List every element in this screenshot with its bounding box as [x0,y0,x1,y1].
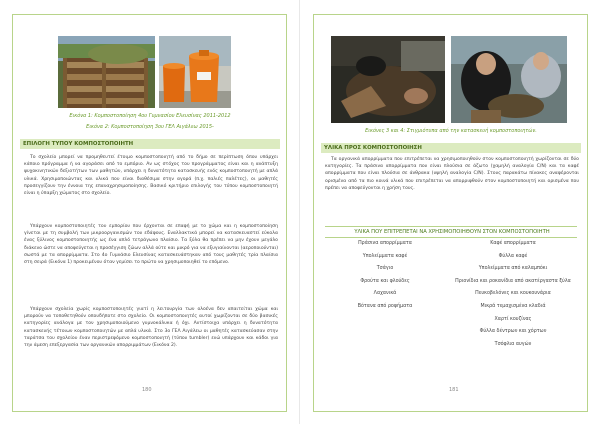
table-cell-green-0: Πράσινα απορρίμματα [358,241,412,246]
table-cell-brown-0: Καφέ απορρίμματα [490,241,536,246]
section-heading-compost-type: ΕΠΙΛΟΓΗ ΤΥΠΟΥ ΚΟΜΠΟΣΤΟΠΟΙΗΤΗ [20,139,280,149]
table-title: ΥΛΙΚΑ ΠΟΥ ΕΠΙΤΡΕΠΕΤΑΙ ΝΑ ΧΡΗΣΙΜΟΠΟΙΗΘΟΥΝ ΣΤΟΝ ΚΟΜΠΟΣΤΟΠΟΙΗΤΗ [354,229,550,235]
table-cell-brown-2: Υπολείμματα από καλαμπόκι [478,266,548,272]
caption-images-3-4: Εικόνες 3 και 4: Στιγμιότυπα από την κατασκευή κομποστοποιητών. [365,128,537,134]
paragraph-2: Υπάρχουν κομποστοποιητές του εμπορίου που έρχονται σε επαφή με το χώμα και η κομποστοποίηση γίνεται με τη συμβολή των μικροοργανισμών του εδάφους. Εναλλακτικά μπορεί να κατασκευαστεί εύκολα ένας ξύλινος κομποστοποιητής ως ένα απλό τετράγωνο πλαίσιο. Τα ξύλα θα πρέπει να μην έχουν μεγάλο διάκενο ώστε να αποφεύγεται η προσέγγιση ζώων αλλά ούτε και μικρό για να εξυγιαίνονται (αεροποιούνται) σωστά με τα απορρίμματα. Στο 4ο Γυμνάσιο Ελευσίνας κατασκευάστηκαν από τους μαθητές τρία πλαίσια στη σειρά (Εικόνα 1) προκειμένου όταν γεμίσει το πρώτο να χρησιμοποιηθεί το επόμενο. [24,224,278,266]
paragraph-1: Το σχολείο μπορεί να προμηθευτεί έτοιμο κομποστοποιητή από το δήμο σε περίπτωση όπου υπάρχει κάποιο πρόγραμμα ή να αγοράσει από το εμπόριο. Αν ως στόχος του προγράμματος είναι και η ανάπτυξη ψυχοκινητικών δεξιοτήτων των μαθητών, υπάρχει η δυνατότητα κατασκευής ενός κομποστοποιητή με απλά υλικά. Χρησιμοποιώντας και υλικά που είναι διαθέσιμα στην αγορά (π.χ. παλιές παλέτες), οι μαθητές προσεγγίζουν την έννοια της επαναχρησιμοποίησης. Βασικό κριτήριο επιλογής του τύπου κομποστοποιητή είναι η ύπαρξη χώματος στο σχολείο. [24,155,278,197]
table-cell-green-5: Βότανα από ροφήματα [357,303,413,309]
table-cell-brown-5: Μικρά τεμαχισμένα κλαδιά [480,303,546,309]
table-cell-brown-8: Τσόφλια αυγών [494,341,532,347]
photo-orange-compost-bins [159,36,231,108]
section-heading-compost-materials: ΥΛΙΚΑ ΠΡΟΣ ΚΟΜΠΟΣΤΟΠΟΙΗΣΗ [321,143,581,153]
table-cell-brown-1: Φύλλα καφέ [498,253,528,259]
page-number-right: 181 [449,387,459,393]
caption-image-2: Εικόνα 2: Κομποστοποίηση 3ου ΓΕΛ Αιγάλεω 2015- [86,124,214,130]
photo-compost-construction-1 [331,36,445,123]
table-cell-brown-6: Χαρτί κουζίνας [494,316,532,322]
photo-wooden-compost-bin [58,36,155,108]
paragraph-materials: Τα οργανικά απορρίμματα που επιτρέπεται να χρησιμοποιηθούν στον κομποστοποιητή χωρίζονται σε δύο κατηγορίες. Τα πράσινα απορρίμματα που είναι πλούσια σε άζωτο (χαμηλή αναλογία C/N) και τα καφέ απορρίμματα που είναι πλούσια σε άνθρακα (υψηλή αναλογία C/N). Στους παρακάτω πίνακες αναφέρονται ορισμένα από τα πιο κοινά υλικά που επιτρέπεται να απορριφθούν στον κομποστοποιητή και ορισμένα που πρέπει να αποφεύγονται η χρήση τους. [325,157,579,191]
table-cell-green-4: Λαχανικά [373,291,397,297]
table-cell-green-3: Φρούτα και φλούδες [360,278,410,284]
photo-compost-construction-2 [451,36,567,123]
table-cell-green-2: Τσάγιο [376,266,394,272]
table-cell-brown-3: Πριονίδια και ροκανίδια από ακατέργαστα ξύλα [455,278,571,284]
table-top-separator [325,226,577,227]
paragraph-3: Υπάρχουν σχολεία χωρίς κομποστοποιητές γιατί η λειτουργία των ολοένα δεν απαιτείται χώμα και μπορούν να τοποθετηθούν οπουδήποτε στο σχολείο. Οι κομποστοποιητές αυτοί χωρίζονται σε δύο βασικές κατηγορίες ανάλογα με τον χρησιμοποιούμενο γυμνοκάλυκα ή όχι. Αντίστοιχα υπάρχει η δυνατότητα κατασκευής τέτοιων κομποστοποιητών με απλά υλικά. Στο 3ο ΓΕΛ Αιγάλεω οι μαθητές κατασκεύασαν στην ταράτσα του σχολείου έναν περιστρεφόμενο κομποστοποιητή (τύπου tumbler) ενώ υπάρχουν και κάδοι για την άμεση επεξεργασία των οργανικών απορριμμάτων (Εικόνα 2). [24,307,278,349]
table-cell-brown-7: Φύλλα δέντρων και χόρτων [479,329,547,335]
table-column-brown [448,238,578,351]
table-cell-brown-4: Πευκοβελόνες και κουκουνάρια [475,291,551,297]
page-number-left: 180 [142,387,152,393]
caption-image-1: Εικόνα 1: Κομποστοποίηση 4ου Γυμνασίου Ελευσίνας 2011-2012 [69,113,231,119]
table-column-green [325,238,445,314]
table-cell-green-1: Υπολείμματα καφέ [362,253,408,259]
